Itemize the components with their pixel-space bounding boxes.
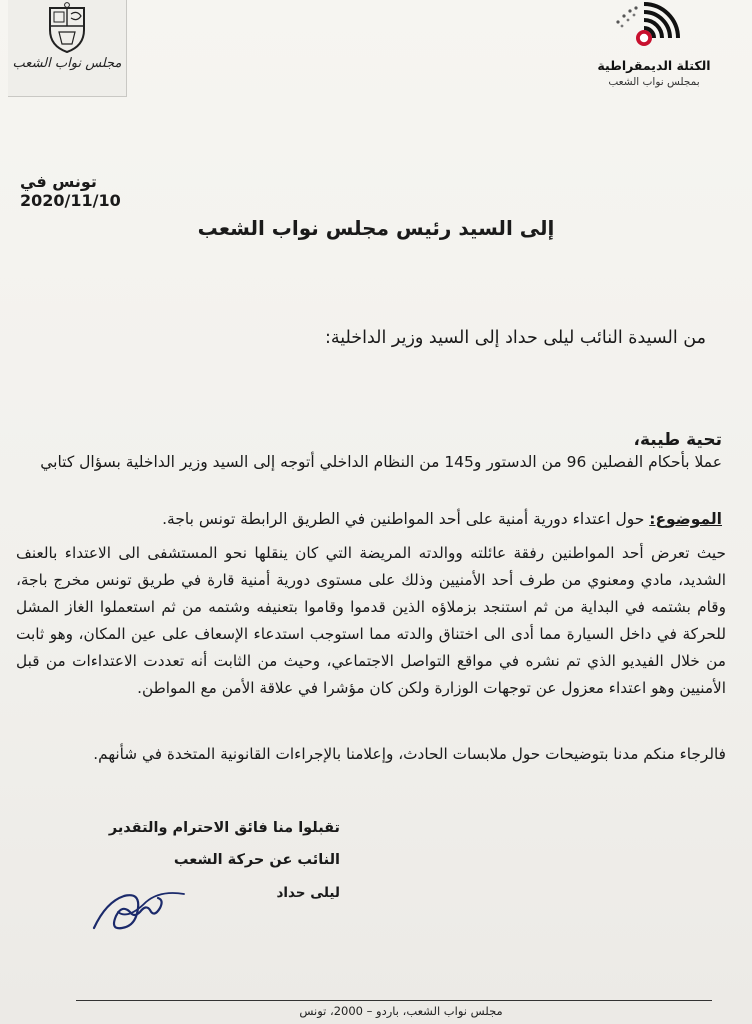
bloc-name: الكتلة الديمقراطية — [597, 58, 711, 73]
bloc-subtitle: بمجلس نواب الشعب — [608, 76, 700, 88]
letter-date: تونس في 2020/11/10 — [20, 172, 121, 210]
addressee-heading: إلى السيد رئيس مجلس نواب الشعب — [197, 216, 555, 240]
stamp-text: مجلس نواب الشعب — [12, 56, 122, 71]
parliament-stamp — [8, 0, 127, 97]
closing-line: تقبلوا منا فائق الاحترام والتقدير — [108, 820, 340, 836]
footer-address: مجلس نواب الشعب، باردو – 2000، تونس — [299, 1004, 503, 1018]
intro-paragraph: عملا بأحكام الفصلين 96 من الدستور و145 من النظام الداخلي أتوجه إلى السيد وزير الداخلية بسؤال كتابي — [40, 453, 722, 471]
signer-name: ليلى حداد — [276, 885, 340, 901]
from-line: من السيدة النائب ليلى حداد إلى السيد وزير الداخلية: — [324, 328, 706, 348]
signer-role: النائب عن حركة الشعب — [173, 852, 340, 868]
footer-divider — [76, 1000, 712, 1001]
signal-arcs-icon — [614, 2, 694, 58]
greeting: تحية طيبة، — [633, 430, 722, 450]
body-paragraph: حيث تعرض أحد المواطنين رفقة عائلته ووالدته المريضة التي كان ينقلها نحو المستشفى الى الاعتداء بالعنف الشديد، مادي ومعنوي من طرف أحد الأمنيين وذلك على مستوى دورية أمنية قارة في طريق تونس مخرج باجة، وقام بشتمه في البداية من ثم استنجد بزملاؤه الذين قدموا وقاموا بتعنيفه وشتمه من ثم استعملوا الغاز المشل للحركة في داخل السيارة مما أدى الى اختناق والدته مما استوجب استدعاء الإسعاف على عين المكان، وهو ثابت من خلال الفيديو الذي تم نشره في مواقع التواصل الاجتماعي، وحيث من الثابت أنه تعددت الاعتداءات من قبل الأمنيين وهو اعتداء معزول عن توجهات الوزارة ولكن كان مؤشرا في علاقة الأمن مع المواطن. — [16, 544, 726, 697]
subject-label: الموضوع: — [649, 510, 722, 528]
subject-text: حول اعتداء دورية أمنية على أحد المواطنين في الطريق الرابطة تونس باجة. — [162, 510, 645, 528]
subject-line — [22, 510, 722, 528]
request-paragraph: فالرجاء منكم مدنا بتوضيحات حول ملابسات الحادث، وإعلامنا بالإجراءات القانونية المتخدة في شأنهم. — [93, 745, 726, 763]
parliament-emblem-icon — [44, 2, 90, 54]
handwritten-signature-icon — [88, 882, 198, 942]
democratic-bloc-logo — [594, 0, 714, 96]
